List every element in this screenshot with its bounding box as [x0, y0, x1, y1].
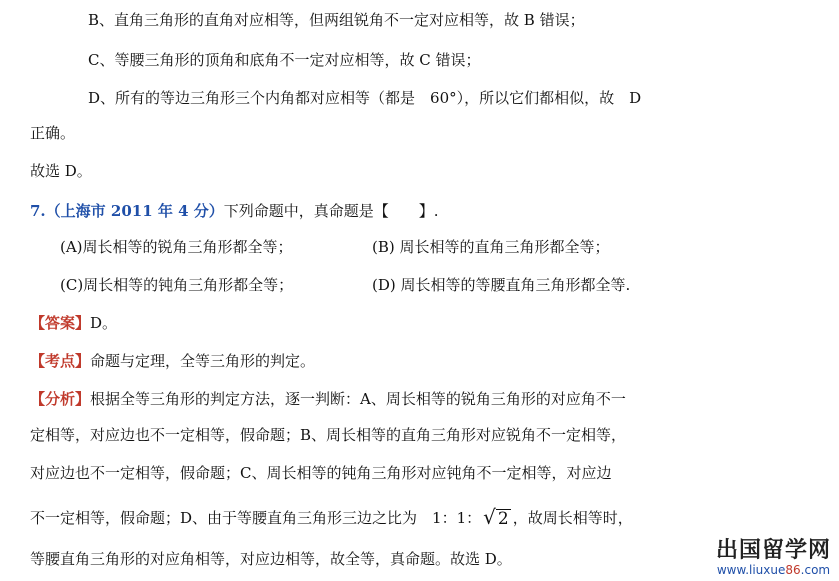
analysis-text-1: 根据全等三角形的判定方法，逐一判断：A、周长相等的锐角三角形的对应角不一: [90, 390, 626, 408]
question-source: （上海市 2011 年 4 分）: [45, 202, 224, 220]
radicand: 2: [497, 509, 509, 529]
point-tag: 【考点】: [30, 352, 91, 370]
option-d: (D) 周长相等的等腰直角三角形都全等.: [372, 276, 631, 294]
option-c-explanation: C、等腰三角形的顶角和底角不一定对应相等，故 C 错误；: [88, 51, 481, 69]
option-b-explanation: B、直角三角形的直角对应相等，但两组锐角不一定对应相等，故 B 错误；: [88, 11, 585, 29]
analysis-line-3: 对应边也不一定相等，假命题；C、周长相等的钝角三角形对应钝角不一定相等，对应边: [30, 464, 612, 482]
question-text: 下列命题中，真命题是【 】.: [223, 202, 439, 220]
option-d-explanation-cont: 正确。: [30, 124, 76, 142]
point-line: [30, 351, 315, 371]
answer-tag: 【答案】: [30, 314, 91, 332]
analysis-line-4: [30, 507, 633, 528]
analysis-line-2: 定相等，对应边也不一定相等，假命题；B、周长相等的直角三角形对应锐角不一定相等，: [30, 426, 627, 444]
analysis-line-1: [30, 389, 626, 409]
question-7: [30, 201, 439, 221]
point-text: 命题与定理，全等三角形的判定。: [90, 352, 316, 370]
analysis-tag: 【分析】: [30, 390, 91, 408]
option-c: (C)周长相等的钝角三角形都全等；: [60, 276, 294, 294]
question-number: 7.: [30, 202, 46, 220]
option-b: (B) 周长相等的直角三角形都全等；: [372, 238, 610, 256]
watermark-url: www.liuxue86.com: [716, 563, 831, 577]
option-d-explanation: D、所有的等边三角形三个内角都对应相等（都是 60°），所以它们都相似，故 D: [88, 89, 642, 107]
analysis-text-4b: ，故周长相等时，: [512, 508, 633, 527]
answer-text: D。: [90, 314, 118, 332]
analysis-line-5: 等腰直角三角形的对应角相等，对应边相等，故全等，真命题。故选 D。: [30, 550, 512, 568]
sqrt-expression: [483, 507, 511, 528]
radical-sign-icon: √: [483, 505, 496, 529]
answer-line: [30, 313, 117, 333]
watermark-title: 出国留学网: [715, 538, 831, 563]
watermark-logo: [716, 539, 831, 577]
analysis-text-4a: 不一定相等，假命题；D、由于等腰直角三角形三边之比为 1：1：: [30, 508, 482, 527]
choose-answer-text: 故选 D。: [30, 162, 92, 180]
option-a: (A)周长相等的锐角三角形都全等；: [60, 238, 293, 256]
